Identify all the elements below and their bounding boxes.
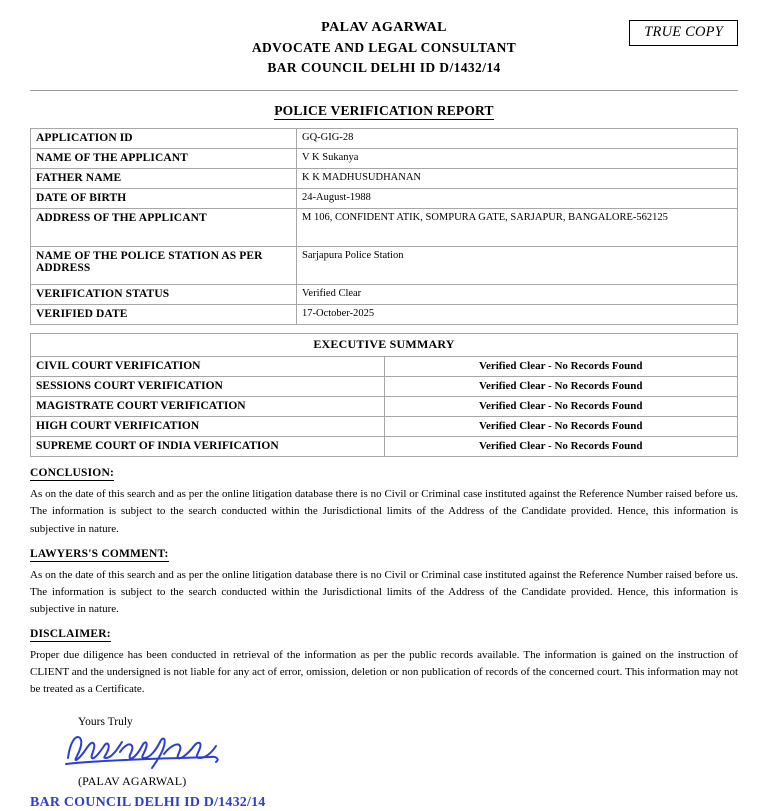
table-row — [31, 305, 738, 325]
page-title: POLICE VERIFICATION REPORT — [274, 103, 494, 119]
table-row — [31, 377, 738, 397]
signature-icon — [60, 728, 230, 774]
row-key: DATE OF BIRTH — [31, 189, 297, 209]
row-value: Verified Clear - No Records Found — [384, 397, 738, 417]
table-row — [31, 247, 738, 285]
row-key: HIGH COURT VERIFICATION — [31, 417, 385, 437]
table-row — [31, 397, 738, 417]
yours-truly: Yours Truly — [78, 715, 133, 728]
summary-heading: EXECUTIVE SUMMARY — [31, 334, 738, 357]
section-body: Proper due diligence has been conducted in retrieval of the information as per the public records available. The information is gained on the instruction of CLIENT and the undersigned is not liable for any act of error, omission, deletion or non publication of records of the concerned court. This information may not be treated as a Certificate. — [30, 648, 738, 695]
row-value: Verified Clear — [297, 285, 738, 305]
table-header-row — [31, 334, 738, 357]
table-row — [31, 417, 738, 437]
true-copy-stamp: TRUE COPY — [629, 20, 738, 46]
row-value: Verified Clear - No Records Found — [384, 377, 738, 397]
row-key: VERIFIED DATE — [31, 305, 297, 325]
footer-bar-id: BAR COUNCIL DELHI ID D/1432/14 — [30, 794, 266, 810]
row-key: MAGISTRATE COURT VERIFICATION — [31, 397, 385, 417]
row-value: Verified Clear - No Records Found — [384, 357, 738, 377]
table-row — [31, 209, 738, 247]
advocate-designation: ADVOCATE AND LEGAL CONSULTANT — [251, 40, 517, 56]
advocate-bar-id: BAR COUNCIL DELHI ID D/1432/14 — [267, 59, 501, 75]
signature-area — [60, 728, 738, 774]
table-row — [31, 149, 738, 169]
table-row — [31, 437, 738, 457]
section-disclaimer — [30, 628, 738, 698]
header-divider — [30, 90, 738, 91]
section-body: As on the date of this search and as per the online litigation database there is no Civil or Criminal case instituted against the Reference Number raised before us. The information is subject to the search conducted within the Jurisdictional limits of the Address of the Candidate provided. Hence, this information is subjective in nature. — [30, 488, 738, 535]
row-value: Verified Clear - No Records Found — [384, 417, 738, 437]
section-lawyers-comment — [30, 548, 738, 618]
row-value: 17-October-2025 — [297, 305, 738, 325]
table-row — [31, 357, 738, 377]
row-key: CIVIL COURT VERIFICATION — [31, 357, 385, 377]
signer-name: (PALAV AGARWAL) — [78, 773, 187, 788]
row-value: 24-August-1988 — [297, 189, 738, 209]
row-key: SUPREME COURT OF INDIA VERIFICATION — [31, 437, 385, 457]
row-key: VERIFICATION STATUS — [31, 285, 297, 305]
section-heading: DISCLAIMER: — [30, 627, 111, 640]
row-key: NAME OF THE POLICE STATION AS PER ADDRESS — [31, 247, 297, 285]
row-key: SESSIONS COURT VERIFICATION — [31, 377, 385, 397]
row-key: APPLICATION ID — [31, 129, 297, 149]
applicant-info-table — [30, 128, 738, 325]
row-value: M 106, CONFIDENT ATIK, SOMPURA GATE, SARJAPUR, BANGALORE-562125 — [297, 209, 738, 247]
row-value: Verified Clear - No Records Found — [384, 437, 738, 457]
section-heading: LAWYERS'S COMMENT: — [30, 547, 169, 560]
section-heading: CONCLUSION: — [30, 467, 114, 480]
section-conclusion — [30, 467, 738, 537]
table-row — [31, 189, 738, 209]
row-value: Sarjapura Police Station — [297, 247, 738, 285]
row-value: K K MADHUSUDHANAN — [297, 169, 738, 189]
executive-summary-table — [30, 333, 738, 457]
row-value: GQ-GIG-28 — [297, 129, 738, 149]
table-row — [31, 129, 738, 149]
table-row — [31, 285, 738, 305]
section-body: As on the date of this search and as per the online litigation database there is no Civil or Criminal case instituted against the Reference Number raised before us. The information is subject to the search conducted within the Jurisdictional limits of the Address of the Candidate provided. Hence, this information is subjective in nature. — [30, 568, 738, 615]
advocate-name: PALAV AGARWAL — [321, 20, 447, 35]
row-key: FATHER NAME — [31, 169, 297, 189]
table-row — [31, 169, 738, 189]
row-key: NAME OF THE APPLICANT — [31, 149, 297, 169]
table-gap — [30, 325, 738, 333]
row-value: V K Sukanya — [297, 149, 738, 169]
row-key: ADDRESS OF THE APPLICANT — [31, 209, 297, 247]
